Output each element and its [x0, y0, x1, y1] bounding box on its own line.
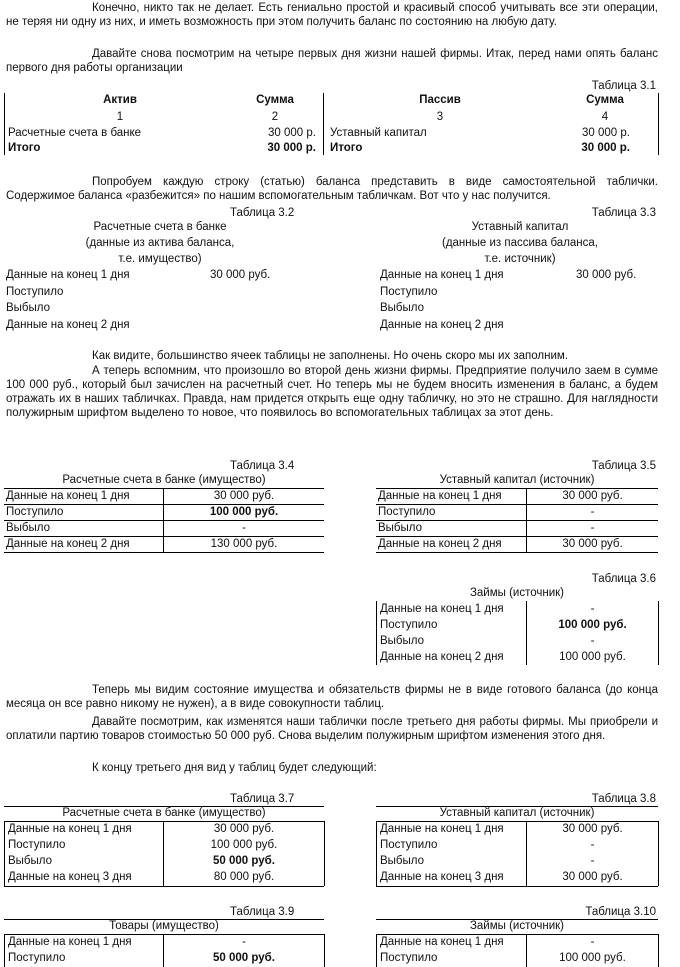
- t31-header-sum: Сумма: [256, 94, 294, 106]
- t39-row-1-label: Данные на конец 1 дня: [8, 936, 132, 948]
- t31-col-num-1: 1: [116, 111, 124, 123]
- paragraph-end-third-day: К концу третьего дня вид у таблиц будет следующий:: [92, 762, 377, 774]
- paragraph-intro: Конечно, никто так не делает. Есть гениально простой и красивый способ учитывать все эти операции, не теряя ни одну из них, и иметь возможность при этом получить баланс по состоянию на любую дату.: [6, 2, 658, 28]
- t39-row-2-label: Поступило: [8, 952, 66, 964]
- t33-title-2: (данные из пассива баланса,: [441, 237, 599, 249]
- t37-row-3-label: Выбыло: [8, 855, 53, 867]
- table-3-4-caption: Таблица 3.4: [230, 460, 295, 472]
- t39-row-1-value: -: [242, 936, 246, 948]
- t34-row-2-value: 100 000 руб.: [209, 506, 279, 518]
- t35-row-1-label: Данные на конец 1 дня: [378, 490, 502, 502]
- t34-row-2-label: Поступило: [6, 506, 64, 518]
- t37-row-4-label: Данные на конец 3 дня: [8, 871, 132, 883]
- t31-r1-liability: Уставный капитал: [330, 127, 427, 139]
- t36-row-2-value: 100 000 руб.: [558, 619, 627, 631]
- t33-row-1-label: Данные на конец 1 дня: [380, 269, 504, 281]
- paragraph-third-day: Давайте посмотрим, как изменятся наши таблички после третьего дня работы фирмы. Мы приобрели и оплатили партию товаров стоимостью 50 000 руб. Снова выделим полужирным шрифтом изменения этого дня.: [6, 716, 658, 742]
- t33-row-3-label: Выбыло: [380, 302, 425, 314]
- t35-row-4-value: 30 000 руб.: [562, 538, 623, 550]
- t310-row-1-label: Данные на конец 1 дня: [380, 936, 504, 948]
- t35-row-4-label: Данные на конец 2 дня: [378, 538, 502, 550]
- t33-row-4-label: Данные на конец 2 дня: [380, 319, 504, 331]
- t37-row-3-value: 50 000 руб.: [213, 855, 275, 867]
- t36-title: Займы (источник): [469, 587, 565, 599]
- t36-row-4-value: 100 000 руб.: [559, 651, 626, 663]
- t32-row-1-label: Данные на конец 1 дня: [6, 269, 130, 281]
- t37-row-2-value: 100 000 руб.: [210, 839, 278, 851]
- t37-row-1-label: Данные на конец 1 дня: [8, 823, 132, 835]
- t33-row-2-label: Поступило: [380, 286, 438, 298]
- paragraph-empty-cells: Как видите, большинство ячеек таблицы не заполнены. Но очень скоро мы их заполним.: [92, 350, 569, 362]
- t35-row-1-value: 30 000 руб.: [562, 490, 623, 502]
- t31-r1-sum-2: 30 000 р.: [582, 127, 630, 139]
- table-3-7-caption: Таблица 3.7: [230, 793, 295, 805]
- t32-row-2-label: Поступило: [6, 286, 64, 298]
- t33-row-1-value: 30 000 руб.: [576, 269, 637, 281]
- t32-row-1-value: 30 000 руб.: [210, 269, 271, 281]
- t34-row-1-value: 30 000 руб.: [213, 490, 275, 502]
- t32-row-3-label: Выбыло: [6, 302, 51, 314]
- t36-row-4-label: Данные на конец 2 дня: [380, 651, 504, 663]
- t36-row-2-label: Поступило: [380, 619, 438, 631]
- t35-row-3-value: -: [590, 522, 595, 534]
- t31-total-sum: 30 000 р.: [267, 142, 316, 154]
- table-3-6-caption: Таблица 3.6: [591, 573, 656, 585]
- t38-title: Уставный капитал (источник): [439, 807, 595, 819]
- t38-row-2-value: -: [590, 839, 595, 851]
- table-3-1-caption: Таблица 3.1: [591, 80, 656, 92]
- table-3-2-caption: Таблица 3.2: [230, 207, 295, 219]
- t34-row-4-value: 130 000 руб.: [210, 538, 278, 550]
- t34-title: Расчетные счета в банке (имущество): [62, 474, 266, 486]
- t36-row-3-value: -: [590, 635, 595, 647]
- t310-row-1-value: -: [590, 936, 595, 948]
- t31-r1-asset: Расчетные счета в банке: [8, 127, 142, 139]
- table-3-9-caption: Таблица 3.9: [230, 906, 295, 918]
- t38-row-2-label: Поступило: [380, 839, 438, 851]
- paragraph-second-day: А теперь вспомним, что произошло во второй день жизни фирмы. Предприятие получило заем в сумме 100 000 руб., который был зачислен на расчетный счет. Но теперь мы не будем вносить изменения в баланс, а будем отражать их в наших табличках. Правда, нам придется открыть еще одну табличку, но это не страшно. Для наглядности полужирным шрифтом выделено то новое, что появилось во вспомогательных таблицах за этот день.: [6, 365, 658, 419]
- t35-row-2-value: -: [590, 506, 595, 518]
- t38-row-4-label: Данные на конец 3 дня: [380, 871, 504, 883]
- t37-title: Расчетные счета в банке (имущество): [62, 807, 266, 819]
- table-3-3-caption: Таблица 3.3: [591, 207, 656, 219]
- t310-row-2-label: Поступило: [380, 952, 438, 964]
- t37-row-4-value: 80 000 руб.: [213, 871, 275, 883]
- t38-row-3-label: Выбыло: [380, 855, 425, 867]
- t32-title-3: т.е. имущество): [118, 253, 202, 265]
- t35-row-3-label: Выбыло: [378, 522, 423, 534]
- t38-row-4-value: 30 000 руб.: [562, 871, 623, 883]
- t37-row-2-label: Поступило: [8, 839, 66, 851]
- paragraph-state: Теперь мы видим состояние имущества и обязательств фирмы не в виде готового баланса (до конца месяца он все равно никому не нужен), а в виде совокупности таблиц.: [6, 684, 658, 710]
- t31-total-sum-2: 30 000 р.: [581, 142, 630, 154]
- t35-row-2-label: Поступило: [378, 506, 436, 518]
- t31-header-liability: Пассив: [419, 94, 461, 106]
- t310-title: Займы (источник): [469, 920, 565, 932]
- t38-row-1-value: 30 000 руб.: [562, 823, 623, 835]
- t39-title: Товары (имущество): [109, 920, 219, 932]
- t34-row-3-label: Выбыло: [6, 522, 51, 534]
- t32-title-2: (данные из актива баланса,: [85, 237, 235, 249]
- t31-header-asset: Актив: [103, 94, 137, 106]
- t33-title-3: т.е. источник): [484, 253, 556, 265]
- t34-row-1-label: Данные на конец 1 дня: [6, 490, 130, 502]
- t31-header-sum-2: Сумма: [586, 94, 624, 106]
- t37-row-1-value: 30 000 руб.: [213, 823, 275, 835]
- table-3-8-caption: Таблица 3.8: [591, 793, 656, 805]
- t38-row-3-value: -: [590, 855, 595, 867]
- t31-col-num-2: 2: [271, 111, 279, 123]
- paragraph-four-days: Давайте снова посмотрим на четыре первых дня жизни нашей фирмы. Итак, перед нами опять баланс первого дня работы организации: [6, 48, 658, 74]
- table-3-5-caption: Таблица 3.5: [591, 460, 656, 472]
- t35-title: Уставный капитал (источник): [439, 474, 595, 486]
- t32-title-1: Расчетные счета в банке: [93, 221, 227, 233]
- t38-row-1-label: Данные на конец 1 дня: [380, 823, 504, 835]
- t36-row-3-label: Выбыло: [380, 635, 425, 647]
- t36-row-1-value: -: [590, 603, 595, 615]
- t36-row-1-label: Данные на конец 1 дня: [380, 603, 504, 615]
- t39-row-2-value: 50 000 руб.: [213, 952, 275, 964]
- t31-r1-sum: 30 000 р.: [268, 127, 316, 139]
- t31-total-label-2: Итого: [330, 142, 363, 154]
- t32-row-4-label: Данные на конец 2 дня: [6, 319, 130, 331]
- t33-title-1: Уставный капитал: [471, 221, 569, 233]
- paragraph-split: Попробуем каждую строку (статью) баланса представить в виде самостоятельной таблички. Содержимое баланса «разбежится» по нашим вспомогательным табличкам. Вот что у нас получится.: [6, 176, 658, 202]
- t31-col-num-3: 3: [436, 111, 444, 123]
- t34-row-4-label: Данные на конец 2 дня: [6, 538, 130, 550]
- table-3-10-caption: Таблица 3.10: [585, 906, 656, 918]
- t34-row-3-value: -: [242, 522, 246, 534]
- t31-col-num-4: 4: [601, 111, 609, 123]
- t31-total-label: Итого: [8, 142, 41, 154]
- t310-row-2-value: 100 000 руб.: [559, 952, 626, 964]
